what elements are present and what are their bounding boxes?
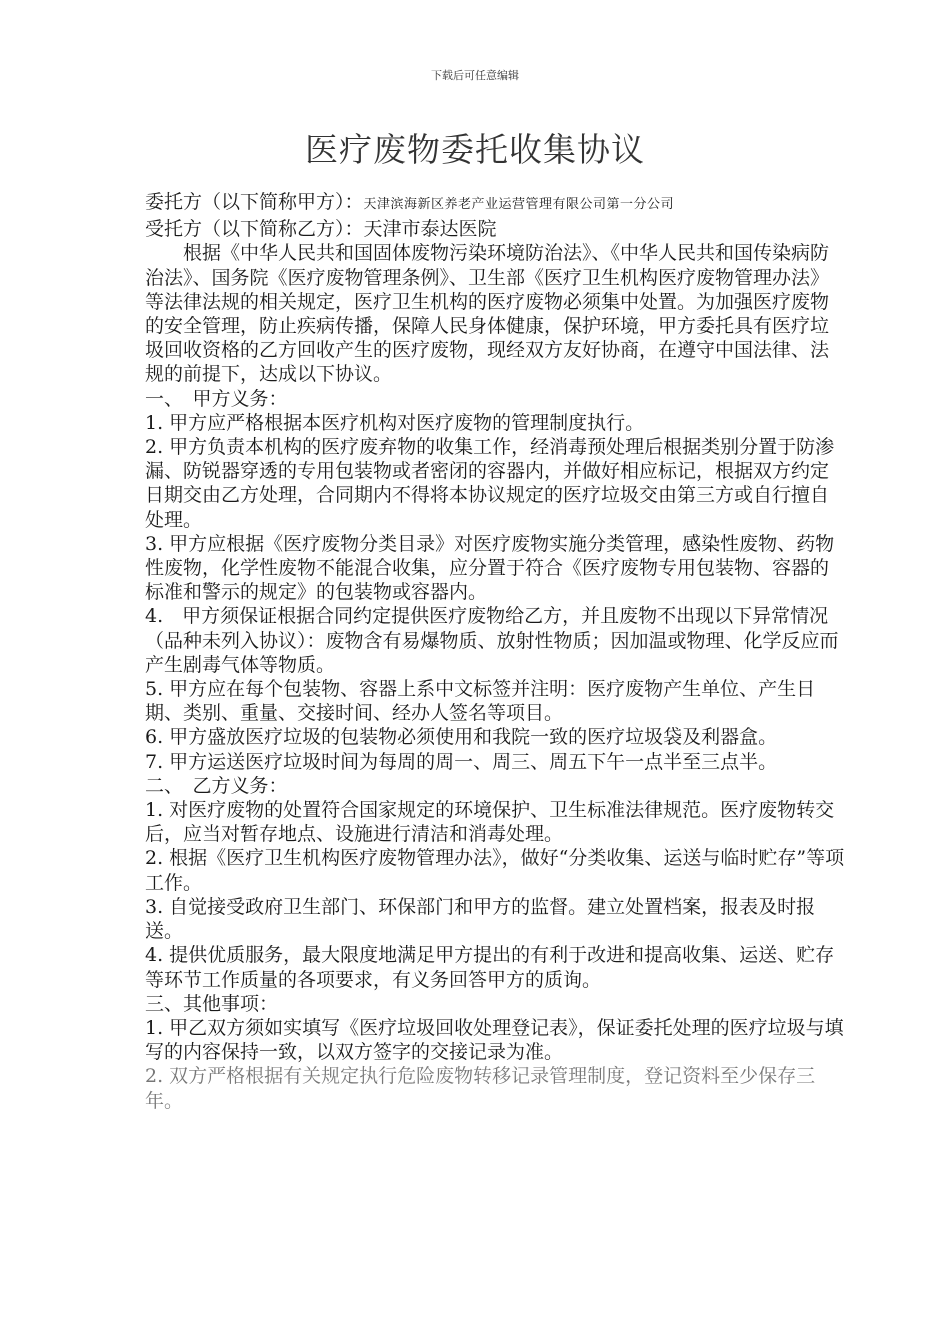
section-1-item: 3. 甲方应根据《医疗废物分类目录》对医疗废物实施分类管理，感染性废物、药物性废物，化学性废物不能混合收集，应分置于符合《医疗废物专用包装物、容器的标准和警示的规定》的包装物或容器内。 [145,532,835,604]
party-a-line [145,190,845,217]
preamble-paragraph: 根据《中华人民共和国固体废物污染环境防治法》、《中华人民共和国传染病防治法》、国务院《医疗废物管理条例》、卫生部《医疗卫生机构医疗废物管理办法》等法律法规的相关规定，医疗卫生机构的医疗废物必须集中处置。为加强医疗废物的安全管理，防止疾病传播，保障人民身体健康，保护环境，甲方委托具有医疗垃圾回收资格的乙方回收产生的医疗废物，现经双方友好协商，在遵守中国法律、法规的前提下，达成以下协议。 [145,242,830,386]
party-b-label: 受托方（以下简称乙方）： [145,218,364,241]
section-2-item: 1. 对医疗废物的处置符合国家规定的环境保护、卫生标准法律规范。医疗废物转交后，应当对暂存地点、设施进行清洁和消毒处理。 [145,799,835,846]
section-2-item: 4. 提供优质服务，最大限度地满足甲方提出的有利于改进和提高收集、运送、贮存等环节工作质量的各项要求，有义务回答甲方的质询。 [145,944,835,991]
section-1-item: 1. 甲方应严格根据本医疗机构对医疗废物的管理制度执行。 [145,411,645,434]
party-a-value: 天津滨海新区养老产业运营管理有限公司第一分公司 [363,197,675,212]
section-1-heading: 一、 甲方义务： [145,387,288,410]
document-body [145,190,845,1113]
section-2-heading: 二、 乙方义务： [145,774,288,797]
section-1-item: 5. 甲方应在每个包装物、容器上系中文标签并注明：医疗废物产生单位、产生日期、类别、重量、交接时间、经办人签名等项目。 [145,678,816,725]
section-1-item: 2. 甲方负责本机构的医疗废弃物的收集工作，经消毒预处理后根据类别分置于防渗漏、防锐器穿透的专用包装物或者密闭的容器内，并做好相应标记，根据双方约定日期交由乙方处理，合同期内不得将本协议规定的医疗垃圾交由第三方或自行擅自处理。 [145,436,835,531]
section-2-item: 2. 根据《医疗卫生机构医疗废物管理办法》，做好“分类收集、运送与临时贮存”等项工作。 [145,847,845,894]
party-a-label: 委托方（以下简称甲方）： [145,191,364,213]
section-3-item: 1. 甲乙双方须如实填写《医疗垃圾回收处理登记表》，保证委托处理的医疗垃圾与填写的内容保持一致，以双方签字的交接记录为准。 [145,1016,844,1064]
document-title: 医疗废物委托收集协议 [305,130,645,169]
section-1-item: 6. 甲方盛放医疗垃圾的包装物必须使用和我院一致的医疗垃圾袋及利器盒。 [145,726,778,749]
section-3-item: 2. 双方严格根据有关规定执行危险废物转移记录管理制度，登记资料至少保存三年。 [145,1065,816,1112]
section-2-item: 3. 自觉接受政府卫生部门、环保部门和甲方的监督。建立处置档案，报表及时报送。 [145,895,816,943]
page-header: 下载后可任意编辑 [431,69,519,82]
party-b-value: 天津市泰达医院 [363,218,497,241]
section-3-heading: 三、其他事项： [145,992,279,1015]
party-b-line [145,217,845,241]
section-1-item: 4. 甲方须保证根据合同约定提供医疗废物给乙方，并且废物不出现以下异常情况（品种未列入协议）：废物含有易爆物质、放射性物质；因加温或物理、化学反应而产生剧毒气体等物质。 [145,605,839,676]
section-1-item: 7. 甲方运送医疗垃圾时间为每周的周一、周三、周五下午一点半至三点半。 [145,750,778,773]
